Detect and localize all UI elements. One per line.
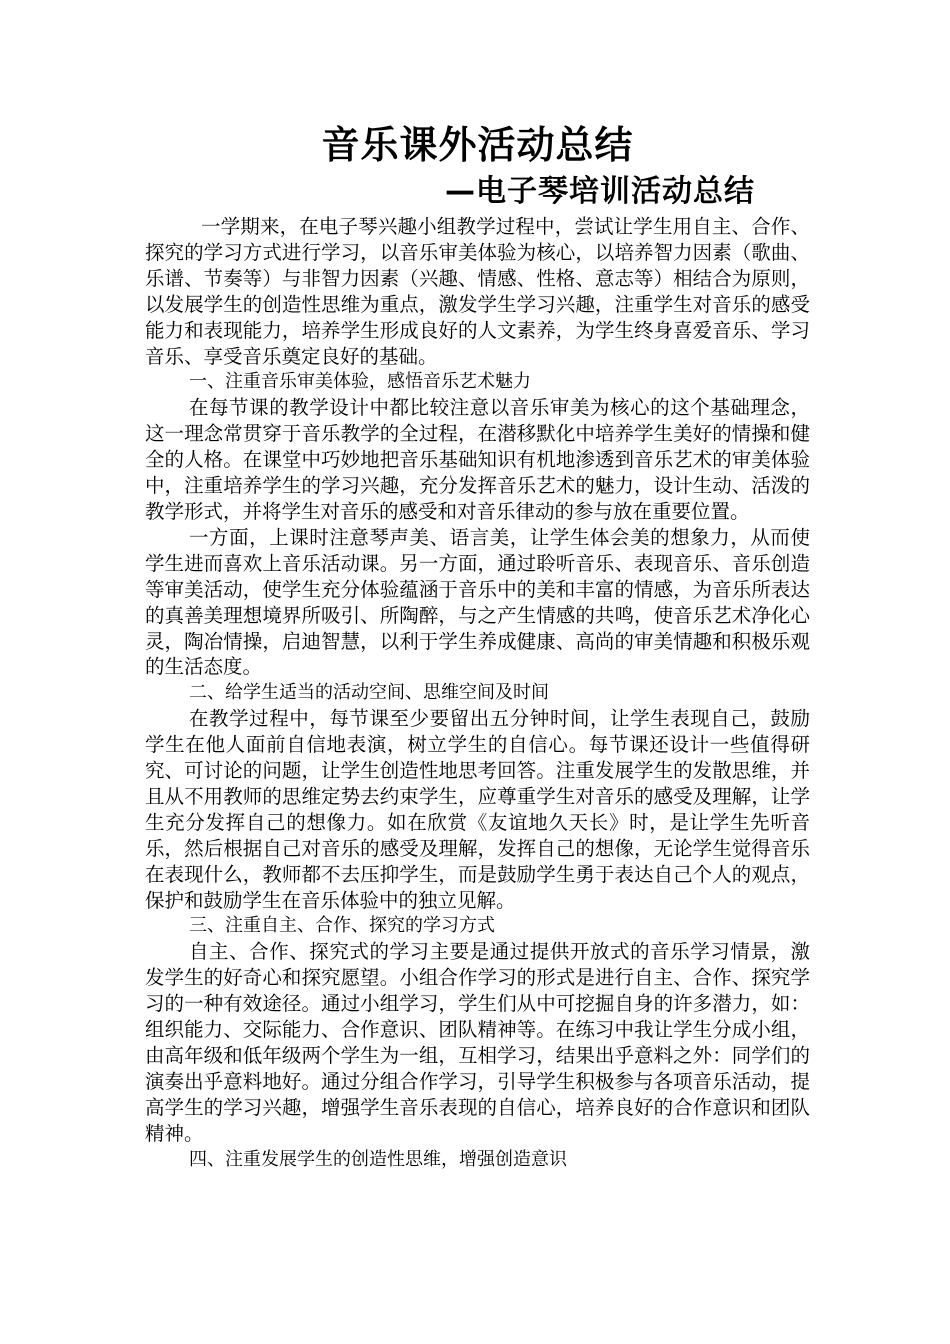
section-heading-1: 一、注重音乐审美体验，感悟音乐艺术魅力 [189,371,531,393]
intro-paragraph: 一学期来，在电子琴兴趣小组教学过程中，尝试让学生用自主、合作、探究的学习方式进行学习，以音乐审美体验为核心，以培养智力因素（歌曲、乐谱、节奏等）与非智力因素（兴趣、情感、性格、意志等）相结合为原则，以发展学生的创造性思维为重点，激发学生学习兴趣，注重学生对音乐的感受能力和表现能力，培养学生形成良好的人文素养，为学生终身喜爱音乐、学习音乐、享受音乐奠定良好的基础。 [145,215,810,368]
section-2-paragraph-1: 在教学过程中，每节课至少要留出五分钟时间，让学生表现自己，鼓励学生在他人面前自信地表演，树立学生的自信心。每节课还设计一些值得研究、可讨论的问题，让学生创造性地思考回答。注重发展学生的发散思维，并且从不用教师的思维定势去约束学生，应尊重学生对音乐的感受及理解，让学生充分发挥自己的想像力。如在欣赏《友谊地久天长》时，是让学生先听音乐，然后根据自己对音乐的感受及理解，发挥自己的想像，无论学生觉得音乐在表现什么，教师都不去压抑学生，而是鼓励学生勇于表达自己个人的观点，保护和鼓励学生在音乐体验中的独立见解。 [145,707,810,912]
section-heading-2: 二、给学生适当的活动空间、思维空间及时间 [189,682,549,704]
section-1-paragraph-1: 在每节课的教学设计中都比较注意以音乐审美为核心的这个基础理念，这一理念常贯穿于音乐教学的全过程，在潜移默化中培养学生美好的情操和健全的人格。在课堂中巧妙地把音乐基础知识有机地渗透到音乐艺术的审美体验中，注重培养学生的学习兴趣，充分发挥音乐艺术的魅力，设计生动、活泼的教学形式，并将学生对音乐的感受和对音乐律动的参与放在重要位置。 [145,396,810,523]
section-heading-3: 三、注重自主、合作、探究的学习方式 [189,915,495,937]
document-subtitle: —电子琴培训活动总结 [445,174,755,209]
document-title: 音乐课外活动总结 [321,123,634,167]
section-heading-4: 四、注重发展学生的创造性思维，增强创造意识 [189,1148,567,1170]
document-page [145,120,810,1173]
section-1-paragraph-2: 一方面，上课时注意琴声美、语言美，让学生体会美的想象力，从而使学生进而喜欢上音乐活动课。另一方面，通过聆听音乐、表现音乐、音乐创造等审美活动，使学生充分体验蕴涵于音乐中的美和丰富的情感，为音乐所表达的真善美理想境界所吸引、所陶醉，与之产生情感的共鸣，使音乐艺术净化心灵，陶冶情操，启迪智慧，以利于学生养成健康、高尚的审美情趣和积极乐观的生活态度。 [145,525,810,679]
section-3-paragraph-1: 自主、合作、探究式的学习主要是通过提供开放式的音乐学习情景，激发学生的好奇心和探究愿望。小组合作学习的形式是进行自主、合作、探究学习的一种有效途径。通过小组学习，学生们从中可挖掘自身的许多潜力，如：组织能力、交际能力、合作意识、团队精神等。在练习中我让学生分成小组，由高年级和低年级两个学生为一组，互相学习，结果出乎意料之外：同学们的演奏出乎意料地好。通过分组合作学习，引导学生积极参与各项音乐活动，提高学生的学习兴趣，增强学生音乐表现的自信心，培养良好的合作意识和团队精神。 [145,940,810,1145]
